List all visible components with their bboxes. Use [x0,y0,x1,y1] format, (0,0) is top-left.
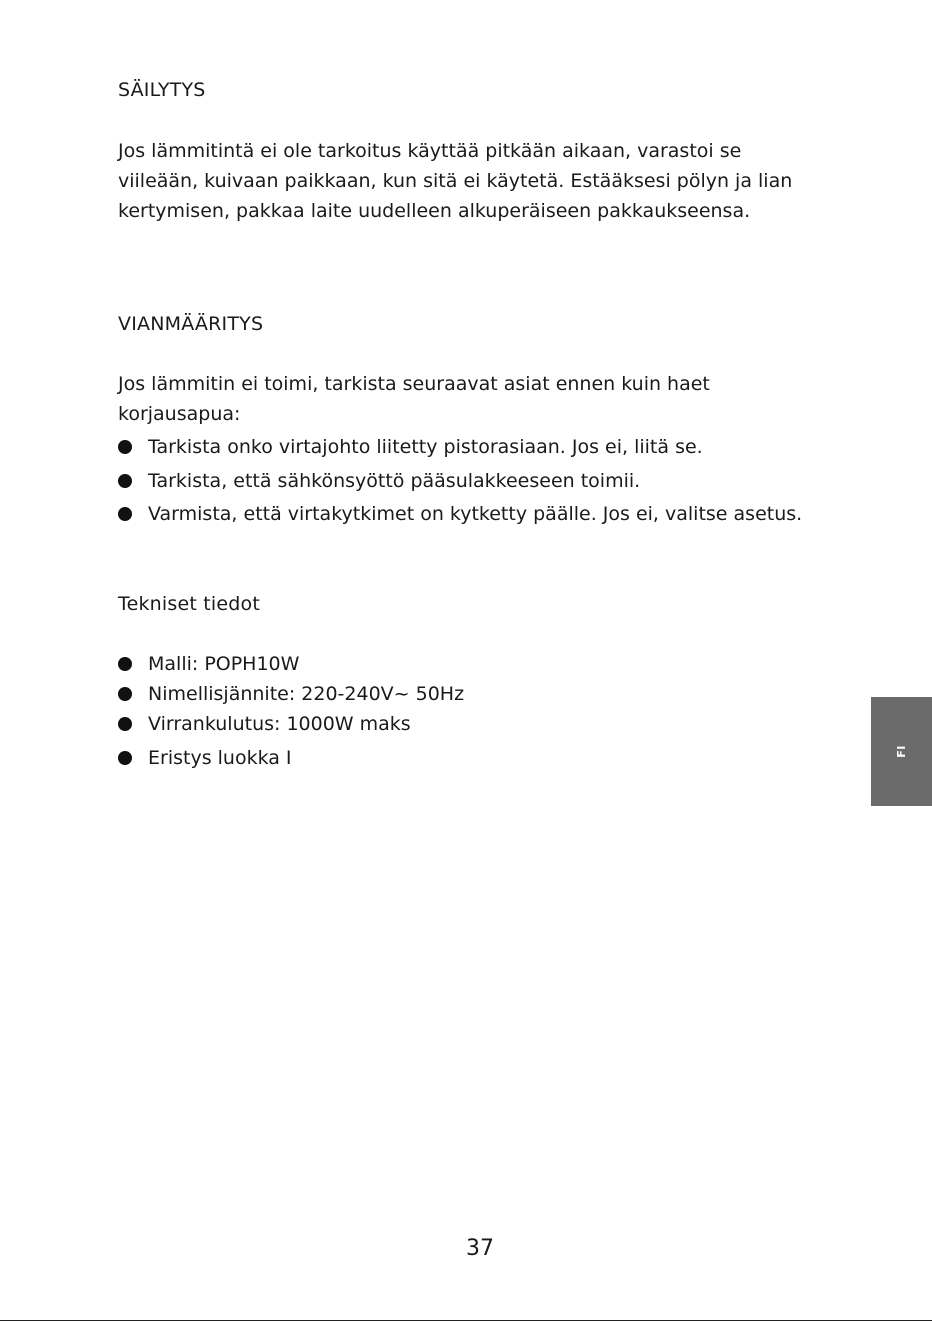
troubleshooting-intro-line: korjausapua: [118,403,241,425]
specs-bullet-text: Eristys luokka I [148,747,292,769]
troubleshooting-intro-line: Jos lämmitin ei toimi, tarkista seuraavat asiat ennen kuin haet [118,373,710,395]
storage-line: viileään, kuivaan paikkaan, kun sitä ei käytetä. Estääksesi pölyn ja lian [118,170,793,192]
storage-heading: SÄILYTYS [118,79,206,101]
troubleshooting-intro [118,369,818,429]
list-item [118,679,464,709]
bullet-icon [118,474,132,488]
list-item [118,743,292,773]
storage-line: kertymisen, pakkaa laite uudelleen alkuperäiseen pakkaukseensa. [118,200,751,222]
troubleshooting-heading: VIANMÄÄRITYS [118,313,264,335]
bullet-icon [118,687,132,701]
bullet-icon [118,751,132,765]
page-number: 37 [466,1236,494,1261]
storage-line: Jos lämmitintä ei ole tarkoitus käyttää pitkään aikaan, varastoi se [118,140,742,162]
language-tab [871,697,932,806]
bullet-icon [118,440,132,454]
list-item [118,466,640,496]
specs-bullet-text: Nimellisjännite: 220-240V~ 50Hz [148,683,465,705]
specs-heading: Tekniset tiedot [118,593,261,615]
list-item [118,432,703,462]
specs-bullet-text: Virrankulutus: 1000W maks [148,713,411,735]
list-item [118,649,299,679]
troubleshooting-bullet-text: Varmista, että virtakytkimet on kytketty päälle. Jos ei, valitse asetus. [148,503,803,525]
list-item [118,499,802,529]
bullet-icon [118,507,132,521]
bottom-divider [0,1320,932,1321]
language-tab-label: FI [894,745,908,758]
list-item [118,709,411,739]
bullet-icon [118,717,132,731]
bullet-icon [118,657,132,671]
storage-paragraph [118,136,818,226]
troubleshooting-bullet-text: Tarkista onko virtajohto liitetty pistorasiaan. Jos ei, liitä se. [148,436,703,458]
specs-bullet-text: Malli: POPH10W [148,653,300,675]
troubleshooting-bullet-text: Tarkista, että sähkönsyöttö pääsulakkeeseen toimii. [148,470,641,492]
